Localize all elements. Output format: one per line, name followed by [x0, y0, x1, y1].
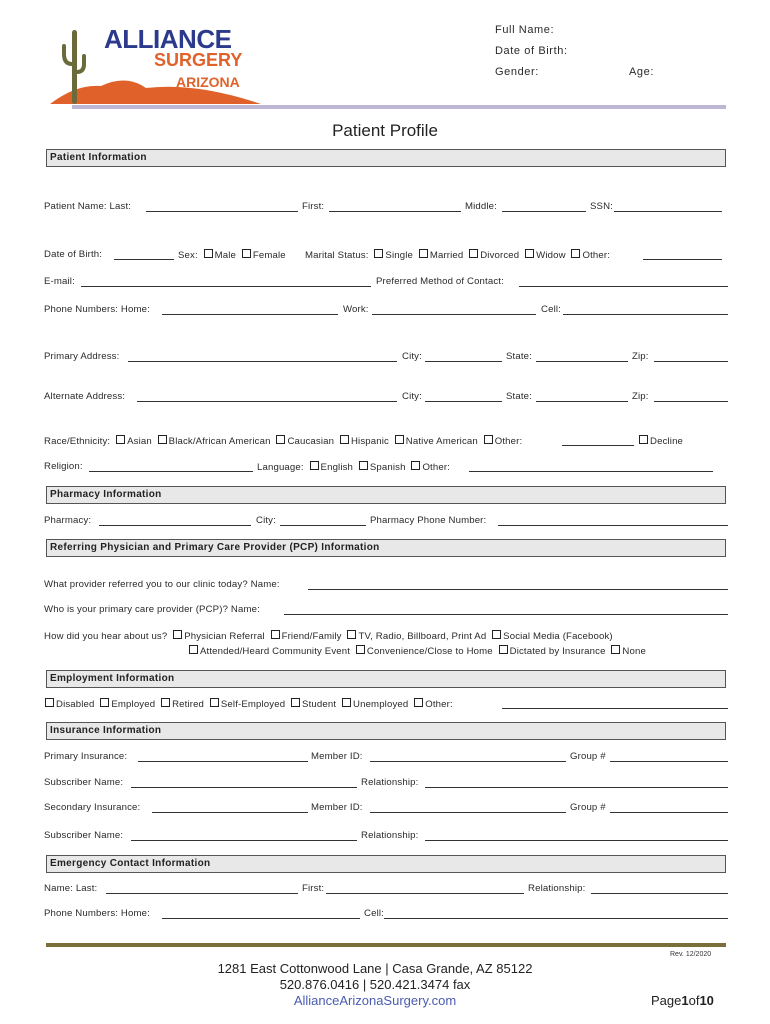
checkbox-community-event[interactable] [189, 645, 198, 654]
input-primary-zip[interactable] [654, 361, 728, 362]
label-relationship-1: Relationship: [361, 777, 419, 788]
section-emergency: Emergency Contact Information [46, 855, 726, 873]
label-friend-family: Friend/Family [281, 631, 342, 642]
checkbox-unemployed[interactable] [342, 698, 351, 707]
label-employment-other: Other: [425, 699, 453, 710]
footer-website[interactable]: AllianceArizonaSurgery.com [293, 993, 457, 1008]
checkbox-male[interactable] [204, 249, 213, 258]
input-subscriber-1[interactable] [131, 787, 357, 788]
label-asian: Asian [127, 436, 152, 447]
label-middle: Middle: [465, 201, 497, 212]
label-subscriber-1: Subscriber Name: [44, 777, 124, 788]
checkbox-physician-referral[interactable] [173, 630, 182, 639]
input-emergency-first[interactable] [326, 893, 524, 894]
section-insurance: Insurance Information [46, 722, 726, 740]
label-marital: Marital Status: [305, 250, 369, 261]
logo-line2: SURGERY [154, 50, 243, 70]
checkbox-none[interactable] [611, 645, 620, 654]
input-work[interactable] [372, 314, 536, 315]
label-primary-address: Primary Address: [44, 351, 120, 362]
checkbox-divorced[interactable] [469, 249, 478, 258]
input-marital-other[interactable] [643, 259, 722, 260]
label-tv-radio: TV, Radio, Billboard, Print Ad [358, 631, 487, 642]
input-employment-other[interactable] [502, 708, 728, 709]
label-sex: Sex: [178, 250, 198, 261]
label-pharmacy-phone: Pharmacy Phone Number: [370, 515, 487, 526]
checkbox-married[interactable] [419, 249, 428, 258]
label-phone-home: Phone Numbers: Home: [44, 304, 150, 315]
input-pref-contact[interactable] [519, 286, 728, 287]
checkbox-social-media[interactable] [492, 630, 501, 639]
input-pcp[interactable] [284, 614, 728, 615]
label-disabled: Disabled [56, 699, 95, 710]
input-primary-address[interactable] [128, 361, 397, 362]
input-pharmacy[interactable] [99, 525, 251, 526]
input-primary-state[interactable] [536, 361, 628, 362]
label-emergency-home: Phone Numbers: Home: [44, 908, 150, 919]
input-referred-by[interactable] [308, 589, 728, 590]
header-gender: Gender: [495, 66, 539, 78]
checkbox-self-employed[interactable] [210, 698, 219, 707]
section-referring: Referring Physician and Primary Care Provider (PCP) Information [46, 539, 726, 557]
checkbox-english[interactable] [310, 461, 319, 470]
checkbox-native[interactable] [395, 435, 404, 444]
label-divorced: Divorced [480, 250, 520, 261]
label-marital-other: Other: [582, 250, 611, 261]
checkbox-marital-other[interactable] [571, 249, 580, 258]
checkbox-asian[interactable] [116, 435, 125, 444]
footer-rule [46, 943, 726, 947]
header-rule [72, 105, 726, 109]
section-pharmacy: Pharmacy Information [46, 486, 726, 504]
label-widow: Widow [536, 250, 566, 261]
label-primary-insurance: Primary Insurance: [44, 751, 128, 762]
checkbox-insurance[interactable] [499, 645, 508, 654]
label-community-event: Attended/Heard Community Event [200, 646, 351, 657]
label-caucasian: Caucasian [287, 436, 335, 447]
hear-group [44, 630, 613, 643]
label-decline: Decline [650, 436, 684, 447]
page-title: Patient Profile [332, 121, 438, 140]
input-group-2[interactable] [610, 812, 728, 813]
label-first: First: [302, 201, 325, 212]
employment-group [42, 698, 453, 711]
checkbox-employed[interactable] [100, 698, 109, 707]
header-full-name: Full Name: [495, 24, 555, 36]
marital-group [305, 249, 610, 262]
label-emergency-last: Name: Last: [44, 883, 98, 894]
page-number: 1 [681, 993, 689, 1008]
label-pref-contact: Preferred Method of Contact: [376, 276, 504, 287]
label-retired: Retired [172, 699, 205, 710]
label-alt-state: State: [506, 391, 532, 402]
decline-group [636, 435, 683, 448]
input-religion[interactable] [89, 471, 253, 472]
logo-line1: ALLIANCE [104, 24, 232, 54]
input-pharmacy-phone[interactable] [498, 525, 728, 526]
page-label: Page [651, 993, 682, 1008]
label-self-employed: Self-Employed [220, 699, 286, 710]
label-email: E-mail: [44, 276, 75, 287]
header-dob: Date of Birth: [495, 45, 568, 57]
checkbox-widow[interactable] [525, 249, 534, 258]
checkbox-lang-other[interactable] [411, 461, 420, 470]
input-alt-address[interactable] [137, 401, 397, 402]
input-member-id-1[interactable] [370, 761, 566, 762]
label-hispanic: Hispanic [350, 436, 389, 447]
label-student: Student [302, 699, 337, 710]
label-race-other: Other: [494, 436, 523, 447]
label-hear: How did you hear about us? [44, 631, 168, 642]
checkbox-employment-other[interactable] [414, 698, 423, 707]
footer-address: 1281 East Cottonwood Lane | Casa Grande, AZ 85122 [217, 961, 533, 976]
input-patient-last[interactable] [146, 211, 298, 212]
label-insurance: Dictated by Insurance [509, 646, 606, 657]
label-group-1: Group # [570, 751, 606, 762]
header-age: Age: [629, 66, 655, 78]
label-member-id-1: Member ID: [311, 751, 363, 762]
label-dob: Date of Birth: [44, 249, 103, 260]
label-alt-zip: Zip: [632, 391, 649, 402]
checkbox-tv-radio[interactable] [347, 630, 356, 639]
label-language: Language: [257, 462, 304, 473]
sex-group [178, 249, 286, 262]
label-primary-state: State: [506, 351, 532, 362]
input-emergency-cell[interactable] [384, 918, 728, 919]
checkbox-student[interactable] [291, 698, 300, 707]
page-indicator [651, 993, 714, 1008]
input-relationship-1[interactable] [425, 787, 728, 788]
label-subscriber-2: Subscriber Name: [44, 830, 124, 841]
label-emergency-cell: Cell: [364, 908, 384, 919]
label-work: Work: [343, 304, 369, 315]
input-emergency-home[interactable] [162, 918, 360, 919]
label-native: Native American [405, 436, 478, 447]
input-phone-home[interactable] [162, 314, 338, 315]
label-ssn: SSN: [590, 201, 613, 212]
label-pcp: Who is your primary care provider (PCP)? Name: [44, 604, 260, 615]
page-of: of [688, 993, 700, 1008]
checkbox-friend-family[interactable] [271, 630, 280, 639]
input-pharmacy-city[interactable] [280, 525, 366, 526]
input-primary-city[interactable] [425, 361, 502, 362]
label-member-id-2: Member ID: [311, 802, 363, 813]
label-married: Married [429, 250, 464, 261]
checkbox-convenience[interactable] [356, 645, 365, 654]
label-emergency-first: First: [302, 883, 325, 894]
input-alt-zip[interactable] [654, 401, 728, 402]
checkbox-retired[interactable] [161, 698, 170, 707]
label-female: Female [252, 250, 286, 261]
input-emergency-relationship[interactable] [591, 893, 728, 894]
label-pharmacy-city: City: [256, 515, 276, 526]
label-single: Single [385, 250, 413, 261]
footer-phones: 520.876.0416 | 520.421.3474 fax [279, 977, 471, 992]
input-lang-other[interactable] [469, 471, 713, 472]
label-alt-city: City: [402, 391, 422, 402]
label-cell: Cell: [541, 304, 561, 315]
label-physician-referral: Physician Referral [184, 631, 265, 642]
input-primary-insurance[interactable] [138, 761, 308, 762]
label-primary-city: City: [402, 351, 422, 362]
label-patient-last: Patient Name: Last: [44, 201, 132, 212]
input-cell[interactable] [563, 314, 728, 315]
input-alt-state[interactable] [536, 401, 628, 402]
label-referred-by: What provider referred you to our clinic today? Name: [44, 579, 280, 590]
label-race: Race/Ethnicity: [44, 436, 111, 447]
input-relationship-2[interactable] [425, 840, 728, 841]
hear-group-2 [186, 645, 646, 658]
input-middle[interactable] [502, 211, 586, 212]
section-employment: Employment Information [46, 670, 726, 688]
checkbox-single[interactable] [374, 249, 383, 258]
label-pharmacy: Pharmacy: [44, 515, 92, 526]
label-relationship-2: Relationship: [361, 830, 419, 841]
input-email[interactable] [81, 286, 371, 287]
checkbox-hispanic[interactable] [340, 435, 349, 444]
checkbox-disabled[interactable] [45, 698, 54, 707]
label-social-media: Social Media (Facebook) [503, 631, 613, 642]
page-total: 10 [699, 993, 714, 1008]
label-group-2: Group # [570, 802, 606, 813]
input-dob[interactable] [114, 259, 174, 260]
race-group [44, 435, 522, 448]
input-first[interactable] [329, 211, 461, 212]
logo-line3: ARIZONA [176, 74, 240, 90]
label-black: Black/African American [168, 436, 271, 447]
input-emergency-last[interactable] [106, 893, 298, 894]
label-none: None [622, 646, 646, 657]
checkbox-female[interactable] [242, 249, 251, 258]
input-subscriber-2[interactable] [131, 840, 357, 841]
label-secondary-insurance: Secondary Insurance: [44, 802, 141, 813]
language-group [257, 461, 450, 474]
label-emergency-relationship: Relationship: [528, 883, 586, 894]
label-religion: Religion: [44, 461, 83, 472]
checkbox-race-other[interactable] [484, 435, 493, 444]
label-male: Male [214, 250, 237, 261]
input-alt-city[interactable] [425, 401, 502, 402]
label-spanish: Spanish [369, 462, 406, 473]
label-primary-zip: Zip: [632, 351, 649, 362]
input-group-1[interactable] [610, 761, 728, 762]
label-employed: Employed [111, 699, 156, 710]
label-convenience: Convenience/Close to Home [366, 646, 493, 657]
logo [46, 24, 266, 108]
label-english: English [320, 462, 354, 473]
checkbox-black[interactable] [158, 435, 167, 444]
input-member-id-2[interactable] [370, 812, 566, 813]
input-ssn[interactable] [614, 211, 722, 212]
checkbox-spanish[interactable] [359, 461, 368, 470]
section-patient: Patient Information [46, 149, 726, 167]
label-lang-other: Other: [422, 462, 450, 473]
revision-date: Rev. 12/2020 [670, 951, 712, 958]
input-secondary-insurance[interactable] [152, 812, 308, 813]
checkbox-caucasian[interactable] [276, 435, 285, 444]
input-race-other[interactable] [562, 445, 634, 446]
label-alt-address: Alternate Address: [44, 391, 126, 402]
checkbox-decline[interactable] [639, 435, 648, 444]
label-unemployed: Unemployed [353, 699, 409, 710]
